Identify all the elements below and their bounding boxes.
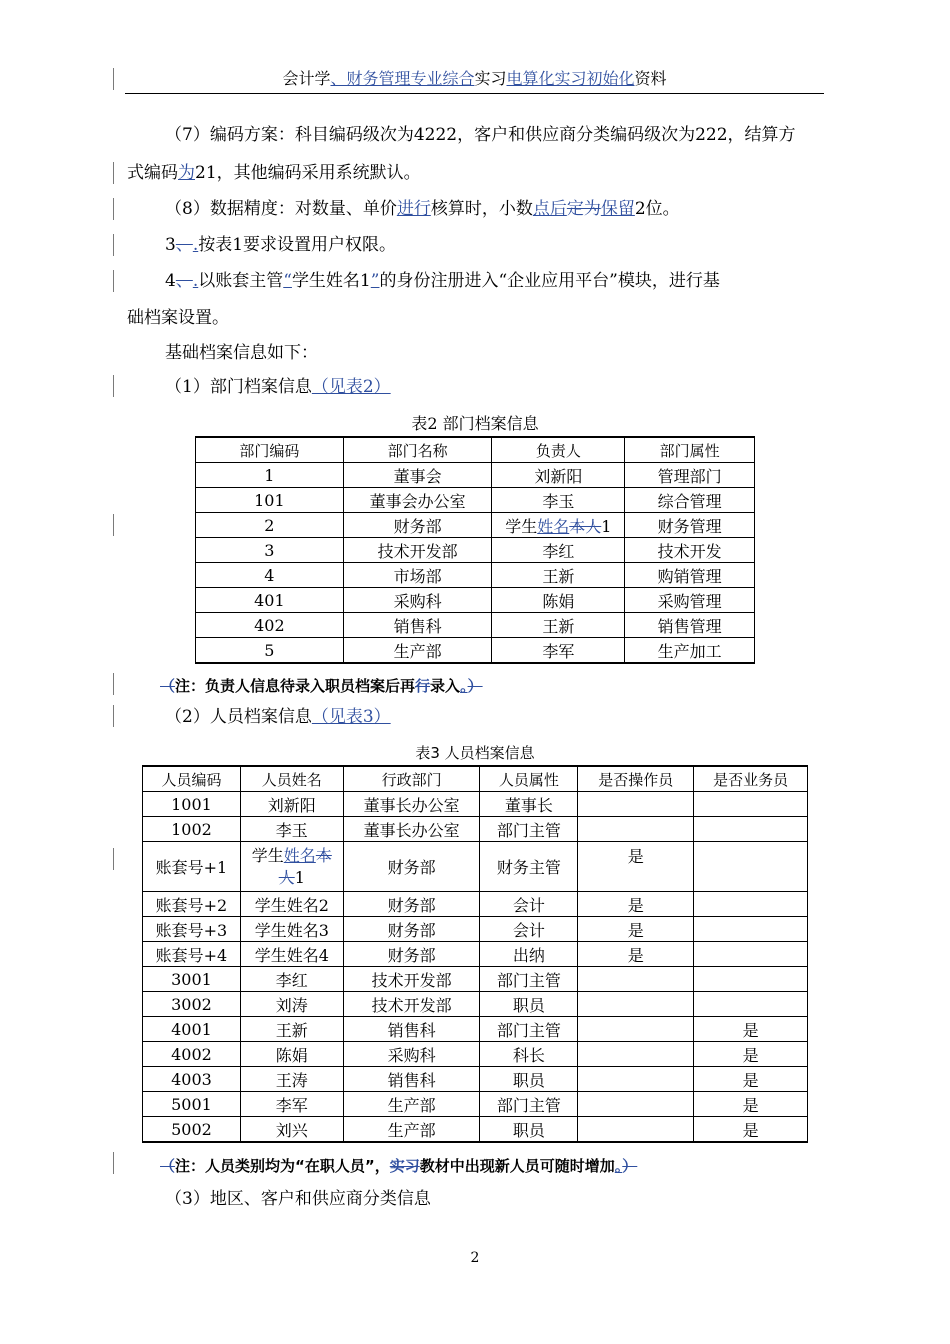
cell: 是: [694, 1067, 808, 1092]
text: 以账套主管: [198, 271, 284, 291]
cell: 管理部门: [625, 463, 755, 488]
header-part: 实习: [474, 69, 507, 88]
item-4-line1: [165, 268, 720, 294]
inserted-text: ”: [370, 271, 380, 291]
cell: [694, 842, 808, 892]
cell: 是: [578, 942, 694, 967]
text: （1）部门档案信息: [165, 377, 312, 397]
column-header: 行政部门: [343, 766, 480, 792]
table-row: [196, 638, 755, 664]
text: 式编码: [127, 163, 178, 183]
inserted-text: 。: [460, 677, 468, 695]
deleted-text: ）: [467, 677, 483, 695]
column-header: 是否操作员: [578, 766, 694, 792]
cell: 3002: [143, 992, 241, 1017]
cell: 1: [196, 463, 344, 488]
cell: 是: [578, 892, 694, 917]
revision-bar: [113, 705, 114, 727]
header-deleted-text: 、财务管理专业综合: [330, 69, 475, 88]
cell: 财务部: [343, 892, 480, 917]
revision-bar: [113, 234, 114, 256]
cell: [578, 1067, 694, 1092]
cell: 刘新阳: [492, 463, 625, 488]
cell: 陈娟: [240, 1042, 343, 1067]
table-row: [143, 1067, 808, 1092]
cell: 职员: [480, 1067, 578, 1092]
cell: 是: [578, 917, 694, 942]
page-number: 2: [470, 1250, 480, 1266]
cell: 王新: [492, 613, 625, 638]
text: 1: [601, 516, 612, 536]
cell: 技术开发部: [343, 992, 480, 1017]
cell: 职员: [480, 992, 578, 1017]
revision-bar: [113, 1152, 114, 1174]
cell: 技术开发部: [343, 967, 480, 992]
text: 学生: [505, 516, 538, 536]
inserted-text: “: [283, 271, 292, 291]
table-row: [143, 917, 808, 942]
cell: [694, 892, 808, 917]
text: （2）人员档案信息: [165, 707, 312, 727]
cell: 4003: [143, 1067, 241, 1092]
cell: 出纳: [480, 942, 578, 967]
inserted-text: .: [192, 271, 199, 291]
staff-heading: [165, 704, 391, 730]
deleted-text: （: [160, 1157, 176, 1175]
table-row: [143, 1017, 808, 1042]
deleted-text: ）: [622, 1157, 638, 1175]
column-header: 人员属性: [480, 766, 578, 792]
cell: 财务部: [343, 513, 492, 538]
deleted-text: 实习: [389, 1157, 420, 1175]
header-inserted-text: 电算化实习初始化: [506, 69, 635, 88]
cell: 综合管理: [625, 488, 755, 513]
table-row: [143, 1042, 808, 1067]
basic-archive-intro: 基础档案信息如下：: [165, 343, 318, 363]
table-row: [196, 538, 755, 563]
cell: 402: [196, 613, 344, 638]
cell-student-name: [240, 842, 343, 892]
table-row: [196, 563, 755, 588]
cell: 生产部: [343, 638, 492, 664]
cell: [578, 967, 694, 992]
cell: 技术开发部: [343, 538, 492, 563]
cell: [694, 817, 808, 842]
text: 3: [165, 235, 176, 255]
text: 教材中出现新人员可随时增加: [419, 1157, 615, 1175]
cell: 是: [694, 1042, 808, 1067]
table-row: [143, 817, 808, 842]
region-heading: （3）地区、客户和供应商分类信息: [165, 1189, 431, 1209]
cell: 刘新阳: [240, 792, 343, 817]
cell: 董事长办公室: [343, 817, 480, 842]
cell: 科长: [480, 1042, 578, 1067]
text: 21，其他编码采用系统默认。: [195, 163, 421, 183]
cell: 401: [196, 588, 344, 613]
cell: 部门主管: [480, 1092, 578, 1117]
cell: 财务部: [343, 942, 480, 967]
cell: [694, 792, 808, 817]
cell: 李军: [240, 1092, 343, 1117]
cell: 财务管理: [625, 513, 755, 538]
cell: 董事会办公室: [343, 488, 492, 513]
cell: 王新: [240, 1017, 343, 1042]
cell: 董事长办公室: [343, 792, 480, 817]
table-row: [196, 513, 755, 538]
table-row: [196, 463, 755, 488]
cell: 学生姓名2: [240, 892, 343, 917]
cell: [578, 1017, 694, 1042]
deleted-text: 定为: [566, 199, 601, 219]
table3-note: [160, 1155, 637, 1176]
inserted-text: 点后: [532, 199, 567, 219]
dept-heading: [165, 374, 391, 400]
inserted-text: 姓名: [537, 516, 570, 536]
inserted-text: 。: [614, 1157, 623, 1175]
cell: 5: [196, 638, 344, 664]
table-row: [196, 488, 755, 513]
deleted-text: （: [160, 677, 176, 695]
cell: 技术开发: [625, 538, 755, 563]
cell: 账套号+3: [143, 917, 241, 942]
header-part: 资料: [634, 69, 667, 88]
text: 1: [294, 867, 305, 887]
inserted-text: .: [192, 235, 199, 255]
cell: 会计: [480, 917, 578, 942]
cell: 账套号+1: [143, 842, 241, 892]
cell: 是: [694, 1092, 808, 1117]
table-row: [143, 1117, 808, 1143]
table3-caption: 表3 人员档案信息: [415, 744, 535, 762]
cell: 部门主管: [480, 1017, 578, 1042]
cell: [694, 942, 808, 967]
text: 4: [165, 271, 176, 291]
cell: 销售管理: [625, 613, 755, 638]
text: 按表1要求设置用户权限。: [198, 235, 397, 255]
text: 注：负责人信息待录入职员档案后再: [175, 677, 416, 695]
inserted-text: 进行: [396, 199, 431, 219]
cell: 2: [196, 513, 344, 538]
cell: 职员: [480, 1117, 578, 1143]
cell: 采购科: [343, 1042, 480, 1067]
revision-bar: [113, 848, 114, 870]
column-header: 人员姓名: [240, 766, 343, 792]
deleted-text: 本: [315, 845, 332, 865]
cell: 财务部: [343, 917, 480, 942]
cell: 采购科: [343, 588, 492, 613]
revision-bar: [113, 514, 114, 536]
table-row: [143, 842, 808, 892]
paragraph-coding-scheme-line1: （7）编码方案：科目编码级次为4222，客户和供应商分类编码级次为222，结算方: [165, 125, 796, 145]
revision-bar: [113, 68, 114, 90]
text: 的身份注册进入“企业应用平台”模块，进行基: [379, 271, 720, 291]
cell: 销售科: [343, 613, 492, 638]
column-header: 人员编码: [143, 766, 241, 792]
paragraph-coding-scheme-line2: [127, 160, 421, 186]
cell: 账套号+4: [143, 942, 241, 967]
column-header: 负责人: [492, 437, 625, 463]
revision-bar: [113, 673, 114, 695]
cell: 3001: [143, 967, 241, 992]
cell: 生产加工: [625, 638, 755, 664]
text: 注：人员类别均为“在职人员”，: [175, 1157, 390, 1175]
text: 录入: [430, 677, 461, 695]
cell: 5002: [143, 1117, 241, 1143]
cell: 1001: [143, 792, 241, 817]
cell: [578, 992, 694, 1017]
cell: 3: [196, 538, 344, 563]
table2-caption: 表2 部门档案信息: [411, 414, 539, 433]
table2-note: [160, 675, 483, 696]
cell: [694, 967, 808, 992]
cell: [578, 1042, 694, 1067]
revision-bar: [113, 270, 114, 292]
text: 学生姓名1: [291, 271, 371, 291]
text: 核算时，小数: [430, 199, 533, 219]
text: 2位。: [634, 199, 680, 219]
deleted-text: 本人: [569, 516, 602, 536]
cell: 市场部: [343, 563, 492, 588]
table-row: [196, 613, 755, 638]
cell: 4001: [143, 1017, 241, 1042]
table-row: [143, 992, 808, 1017]
cell: 李玉: [240, 817, 343, 842]
deleted-text: 人: [278, 867, 295, 887]
cell: 财务部: [343, 842, 480, 892]
cell: 销售科: [343, 1017, 480, 1042]
table-row: [143, 892, 808, 917]
cell: 销售科: [343, 1067, 480, 1092]
cell: 5001: [143, 1092, 241, 1117]
cell: 会计: [480, 892, 578, 917]
cell: 李军: [492, 638, 625, 664]
cell: 4: [196, 563, 344, 588]
cell: [578, 1117, 694, 1143]
cell: 董事会: [343, 463, 492, 488]
page-header: [125, 66, 824, 94]
cell: 是: [694, 1117, 808, 1143]
cell: 李红: [492, 538, 625, 563]
cell: 1002: [143, 817, 241, 842]
cell: 财务主管: [480, 842, 578, 892]
item-4-line2: 础档案设置。: [127, 308, 229, 328]
deleted-text: 、: [175, 271, 193, 291]
table-row: [143, 942, 808, 967]
cell: 4002: [143, 1042, 241, 1067]
cell: 刘涛: [240, 992, 343, 1017]
deleted-text: 行: [415, 677, 431, 695]
cell: 采购管理: [625, 588, 755, 613]
header-part: 会计学: [282, 69, 331, 88]
column-header: 是否业务员: [694, 766, 808, 792]
cell: 生产部: [343, 1117, 480, 1143]
revision-bar: [113, 198, 114, 220]
column-header: 部门属性: [625, 437, 755, 463]
cell-manager-student: [492, 513, 625, 538]
cell: 101: [196, 488, 344, 513]
column-header: 部门名称: [343, 437, 492, 463]
department-table: [195, 436, 755, 664]
table-row: [196, 588, 755, 613]
cell: 生产部: [343, 1092, 480, 1117]
cell: [694, 992, 808, 1017]
cell: [578, 792, 694, 817]
paragraph-data-precision: [165, 196, 680, 222]
table-row: [143, 1092, 808, 1117]
revision-bar: [113, 375, 114, 397]
cell: 刘兴: [240, 1117, 343, 1143]
column-header: 部门编码: [196, 437, 344, 463]
table-row: [143, 792, 808, 817]
cell: 账套号+2: [143, 892, 241, 917]
cell: 王涛: [240, 1067, 343, 1092]
table-row: [143, 967, 808, 992]
cell: 李红: [240, 967, 343, 992]
cell: 学生姓名3: [240, 917, 343, 942]
inserted-text: 姓名: [283, 845, 316, 865]
cell: [578, 817, 694, 842]
deleted-text: 、: [175, 235, 193, 255]
cell: 部门主管: [480, 817, 578, 842]
inserted-text: （见表2）: [311, 377, 391, 397]
item-3: [165, 232, 396, 258]
cell: [694, 917, 808, 942]
cell: 董事长: [480, 792, 578, 817]
revision-bar: [113, 162, 114, 184]
cell: 李玉: [492, 488, 625, 513]
inserted-text: （见表3）: [311, 707, 391, 727]
text: （8）数据精度：对数量、单价: [165, 199, 397, 219]
cell: 是: [694, 1017, 808, 1042]
cell: 是: [578, 842, 694, 892]
inserted-text: 为: [178, 163, 195, 183]
cell: 王新: [492, 563, 625, 588]
staff-table: [142, 765, 808, 1143]
inserted-text: 保留: [600, 199, 635, 219]
cell: 学生姓名4: [240, 942, 343, 967]
text: 学生: [251, 845, 284, 865]
cell: 陈娟: [492, 588, 625, 613]
cell: [578, 1092, 694, 1117]
cell: 部门主管: [480, 967, 578, 992]
cell: 购销管理: [625, 563, 755, 588]
